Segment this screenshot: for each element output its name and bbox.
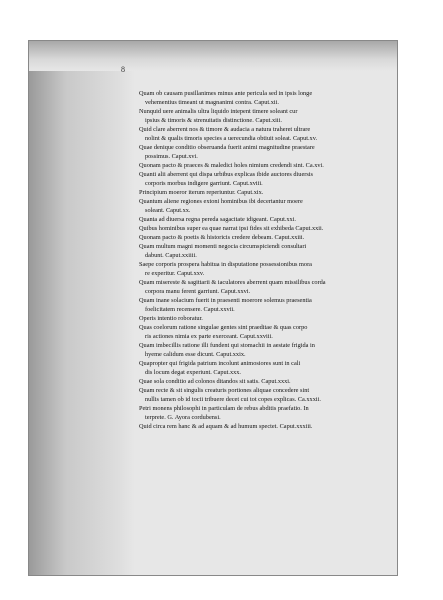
text-line: dabunt. Caput.xxiiii.: [145, 252, 197, 259]
text-line: Quid circa rem hanc & ad aquam & ad humum spectet. Caput.xxxiii.: [139, 423, 313, 430]
text-line: Saepe corporis prospera habitua in disputatione possessionibus mora: [139, 261, 312, 268]
text-line: corpora manu ferent garriunt. Caput.xxvi.: [145, 288, 251, 295]
text-line: re experitur. Caput.xxv.: [145, 270, 205, 277]
text-line: Nunquid uere animalis ultra liquido intepent timere soleant cur: [139, 108, 298, 115]
text-line: Quonam pacto & praeces & maledici holes nimium credendi sint. Ca.xvi.: [139, 162, 324, 169]
text-line: Quae denique conditio obseruanda fuerit animi magnitudine praestare: [139, 144, 315, 151]
text-line: Quanti alii aberrent qui dispa urbibus explicas ibide auctores diuersis: [139, 171, 313, 178]
text-line: ris actiones nimia ex parte exerceant. Caput.xxviii.: [145, 333, 273, 340]
text-line: possimus. Caput.xvi.: [145, 153, 198, 160]
folio-number: 8: [121, 65, 125, 74]
text-line: Quanta ad diuersa regna pereda sagacitate idigeant. Caput.xxi.: [139, 216, 297, 223]
text-line: vehementius timeant ut magnanimi contra. Caput.xii.: [145, 99, 279, 106]
text-line: Quam multum magni momenti negocia circumspiciendi consultari: [139, 243, 307, 250]
text-line: Quam misereste & sagittarii & iaculatores aberrent quam missilibus corda: [139, 279, 326, 286]
text-line: Principium moeror iterum reperiuntur. Caput.xix.: [139, 189, 264, 196]
text-line: terprete. G. Ayora cordubensi.: [145, 414, 221, 421]
index-text-block: [139, 89, 389, 431]
text-line: Quas coelorum ratione singulae gentes sint praeditae & quas corpo: [139, 324, 308, 331]
text-line: Operis intentio roboratur.: [139, 315, 203, 322]
text-line: Quam imbecillis ratione illi fundent qui stomachii in aestate frigida in: [139, 342, 315, 349]
text-line: corporis morbus indigere garriunt. Caput.xviii.: [145, 180, 263, 187]
text-line: foelicitatem recensere. Caput.xxvii.: [145, 306, 235, 313]
scanned-page: [28, 40, 398, 576]
text-line: soleant. Caput.xx.: [145, 207, 191, 214]
text-line: Quapropter qui frigida patrium incolunt animosiores sunt in cali: [139, 360, 301, 367]
text-line: Quam inane solacium fuerit in praesenti moerore solemus praesentia: [139, 297, 312, 304]
text-line: Quibus hominibus super ea quae narrat ipsi fides sit exhibeda Caput.xxii.: [139, 225, 324, 232]
text-line: hyeme calidum esse dicunt. Caput.xxix.: [145, 351, 246, 358]
text-line: Quonam pacto & poetis & historicis credere debeam. Caput.xxiii.: [139, 234, 305, 241]
text-line: Quam recte & sit singulis creaturis portiones aliquae concedere sint: [139, 387, 310, 394]
page-gutter-shadow: [29, 41, 135, 575]
text-line: Quantum aliene regiones extoni hominibus ibi decertantur moere: [139, 198, 303, 205]
text-line: nullis tamen ob id tocii tribuere decet cui tot copes explicas. Ca.xxxii.: [145, 396, 321, 403]
text-line: nolint & qualis timoris species a uerecundia obtiuit soleat. Caput.xv.: [145, 135, 318, 142]
text-line: Quae sola conditio ad colonos ditandos sit satis. Caput.xxxi.: [139, 378, 291, 385]
text-line: Quam ob causam pusillanimes minus ante pericula sed in ipsis longe: [139, 90, 313, 97]
text-line: Petri monens philosophi in particulam de rebus abditis praefatio. In: [139, 405, 309, 412]
page-top-shadow: [29, 41, 397, 71]
text-line: Quid clare aberrent nos & timore & audacia a natura traheret ultrare: [139, 126, 311, 133]
text-line: dis locum degat experiunt. Caput.xxx.: [145, 369, 242, 376]
text-line: ipsius & timoris & strenuitatis distinctione. Caput.xiii.: [145, 117, 282, 124]
